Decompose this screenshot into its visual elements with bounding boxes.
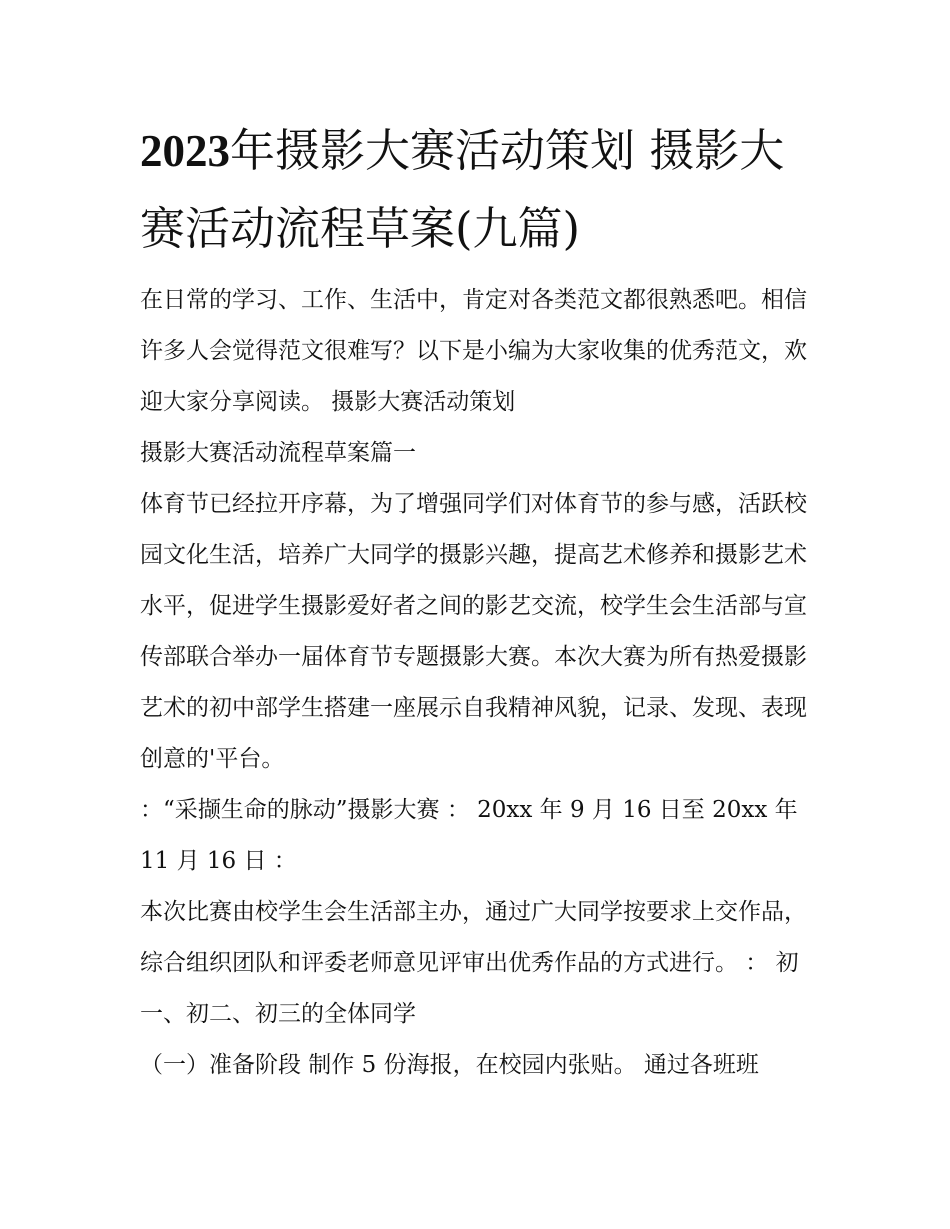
paragraph-theme-time: ：“采撷生命的脉动”摄影大赛 ： 20xx 年 9 月 16 日至 20xx 年 11 月 16 日 ： — [140, 797, 798, 874]
title-year: 2023 — [140, 126, 230, 176]
document-title — [140, 112, 820, 268]
title-text: 年摄影大赛活动策划 摄影大赛活动流程草案(九篇) — [140, 124, 785, 255]
paragraph-form: 本次比赛由校学生会生活部主办，通过广大同学按要求上交作品，综合组织团队和评委老师意见评审出优秀作品的方式进行。 ： 初一、初二、初三的全体同学 — [140, 899, 807, 1027]
paragraph-heading: 摄影大赛活动流程草案篇一 — [140, 440, 416, 466]
paragraph-intro: 在日常的学习、工作、生活中，肯定对各类范文都很熟悉吧。相信许多人会觉得范文很难写？以下是小编为大家收集的优秀范文，欢迎大家分享阅读。 摄影大赛活动策划 — [140, 287, 807, 415]
paragraph-stage: （一）准备阶段 制作 5 份海报，在校园内张贴。 通过各班班 — [140, 1052, 759, 1078]
document-body — [140, 275, 820, 1091]
paragraph-background: 体育节已经拉开序幕，为了增强同学们对体育节的参与感，活跃校园文化生活，培养广大同学的摄影兴趣，提高艺术修养和摄影艺术水平，促进学生摄影爱好者之间的影艺交流，校学生会生活部与宣传部联合举办一届体育节专题摄影大赛。本次大赛为所有热爱摄影艺术的初中部学生搭建一座展示自我精神风貌，记录、发现、表现创意的'平台。 — [140, 491, 807, 772]
